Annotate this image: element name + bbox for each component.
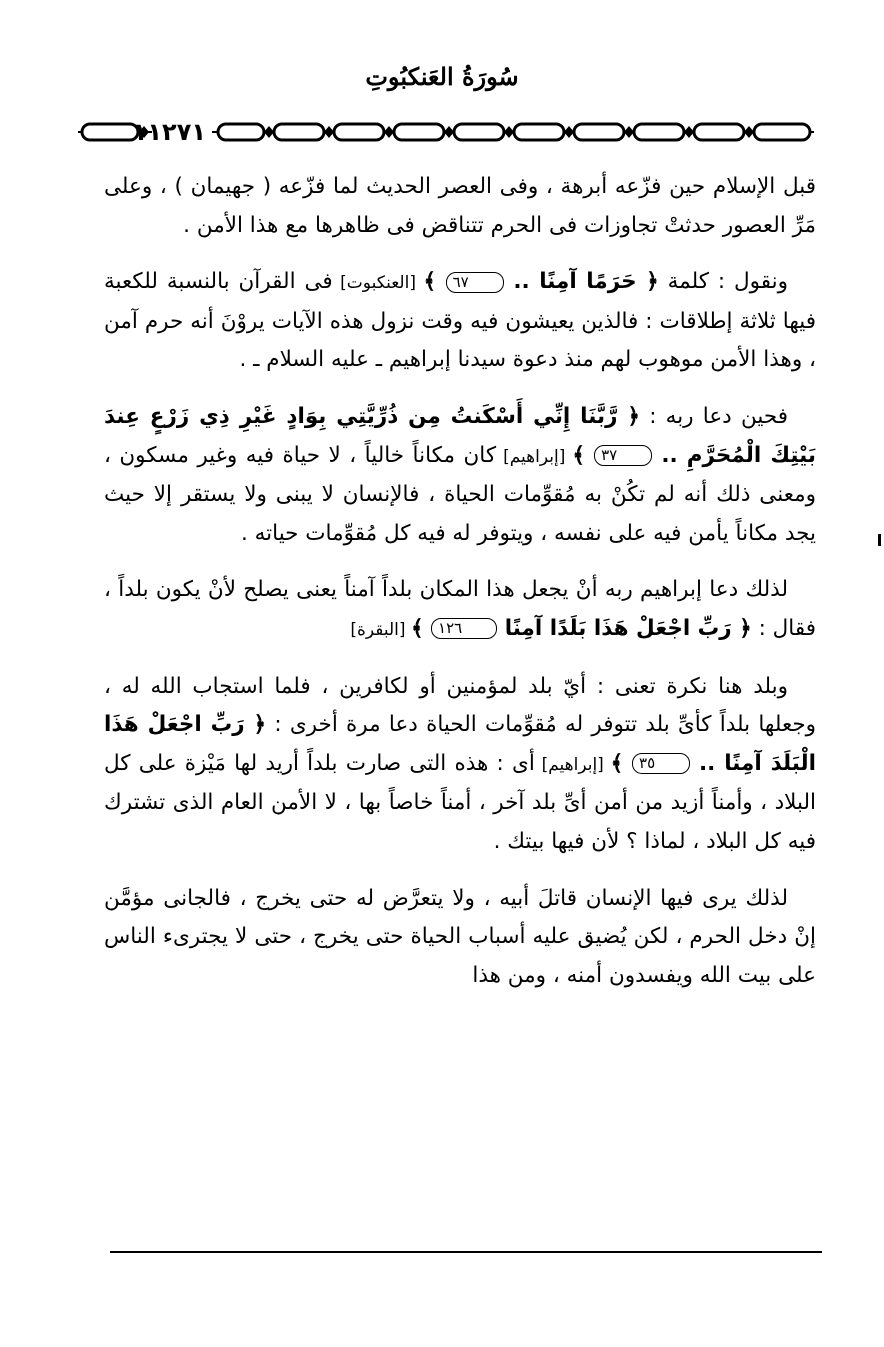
- paragraph: [104, 880, 816, 996]
- body-text: [104, 168, 816, 1013]
- paragraph-text: ونقول : كلمة: [658, 269, 788, 295]
- paragraph-text: أى : هذه التى صارت بلداً أريد لها مَيْزة على كل البلاد ، وأمناً أزيد من أمن أىِّ بلد آخر ، أمناً خاصاً بها ، لا الأمن العام الذى تشترك فيه كل البلاد ، لماذا ؟ لأن فيها بيتك .: [104, 750, 816, 854]
- page-number: ١١٢٧١: [132, 118, 206, 146]
- verse-number-badge: ٣٥: [632, 753, 690, 774]
- paragraph-text: قبل الإسلام حين فزّعه أبرهة ، وفى العصر الحديث لما فزّعه ( جهيمان ) ، وعلى مَرِّ العصور حدثتْ تجاوزات فى الحرم تتناقض فى ظاهرها مع هذا الأمن .: [104, 174, 816, 238]
- verse-number-badge: ١٢٦: [431, 618, 497, 639]
- sura-reference: [العنكبوت]: [332, 273, 424, 294]
- sura-reference: [إبراهيم]: [496, 446, 573, 467]
- bottom-rule: [110, 1251, 822, 1253]
- quran-verse: ﴾: [572, 442, 595, 468]
- quran-verse: ﴿ رَبِّ اجْعَلْ هَذَا بَلَدًا آمِنًا: [497, 615, 752, 641]
- paragraph: [104, 668, 816, 862]
- quran-verse: ﴿ رَّبَّنَا إِنِّي أَسْكَنتُ مِن ذُرِّيَّتِي بِوَادٍ غَيْرِ ذِي زَرْعٍ عِندَ بَيْتِكَ الْمُحَرَّمِ ..: [104, 403, 817, 468]
- paragraph: [104, 168, 816, 245]
- paragraph-text: فحين دعا ربه :: [639, 403, 788, 429]
- verse-number-badge: ٦٧: [446, 272, 504, 293]
- quran-verse: ﴿ حَرَمًا آمِنًا ..: [503, 269, 659, 295]
- margin-mark: [878, 534, 881, 546]
- paragraph-text: لذلك دعا إبراهيم ربه أنْ يجعل هذا المكان بلداً آمناً يعنى يصلح لأنْ يكون بلداً ، فقال :: [104, 577, 816, 641]
- quran-verse: ﴾: [423, 269, 446, 295]
- paragraph-text: فى القرآن بالنسبة للكعبة فيها ثلاثة إطلاقات : فالذين يعيشون فيه وقت نزول هذه الآيات يروْنَ أنه حرم آمن ، وهذا الأمن موهوب لهم منذ دعوة سيدنا إبراهيم ـ عليه السلام ـ .: [104, 269, 816, 373]
- quran-verse: ﴾: [410, 615, 432, 641]
- quran-verse: ﴾: [610, 750, 633, 776]
- paragraph: [104, 571, 816, 649]
- paragraph-text: وبلد هنا نكرة تعنى : أيّ بلد لمؤمنين أو لكافرين ، فلما استجاب الله له ، وجعلها بلداً كأىِّ بلد تتوفر له مُقوِّمات الحياة دعا مرة أخرى :: [104, 673, 816, 738]
- quran-verse: ﴿ رَبِّ اجْعَلْ هَذَا الْبَلَدَ آمِنًا ..: [104, 712, 816, 776]
- verse-number-badge: ٣٧: [594, 445, 652, 466]
- paragraph: [104, 263, 816, 380]
- sura-title: سُورَةُ العَنكبُوتِ: [365, 62, 519, 91]
- paragraph-text: كان مكاناً خالياً ، لا حياة فيه وغير مسكون ، ومعنى ذلك أنه لم تكُنْ به مُقوِّمات الحياة ، فالإنسان لا يبنى ولا يستقر إلا حيث يجد مكاناً يأمن فيه على نفسه ، ويتوفر له فيه كل مُقوِّمات حياته .: [104, 442, 816, 546]
- paragraph-text: لذلك يرى فيها الإنسان قاتلَ أبيه ، ولا يتعرَّض له حتى يخرج ، فالجانى مؤمَّن إنْ دخل الحرم ، لكن يُضيق عليه أسباب الحياة حتى يخرج ، حتى لا يجترىء الناس على بيت الله ويفسدون أمنه ، ومن هذا: [104, 885, 816, 988]
- paragraph: [104, 398, 816, 553]
- sura-reference: [البقرة]: [350, 619, 411, 640]
- sura-reference: [إبراهيم]: [534, 754, 611, 775]
